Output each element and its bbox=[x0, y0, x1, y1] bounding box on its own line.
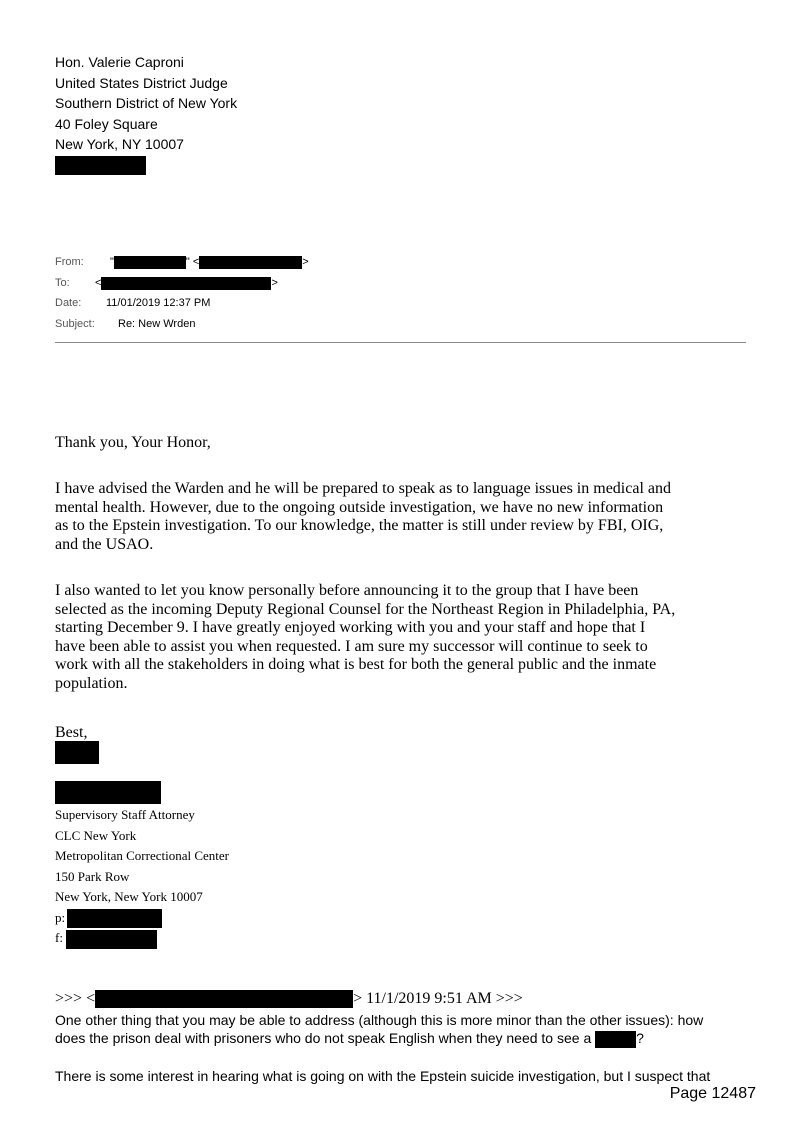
quoted-line-text: does the prison deal with prisoners who do not speak English when they need to see a bbox=[55, 1030, 592, 1046]
recipient-street: 40 Foley Square bbox=[55, 115, 158, 132]
signature-fax bbox=[55, 928, 157, 949]
body-paragraph-1-line: mental health. However, due to the ongoing outside investigation, we have no new information bbox=[55, 498, 664, 516]
body-paragraph-1-line: I have advised the Warden and he will be prepared to speak as to language issues in medical and bbox=[55, 480, 671, 497]
to-value: < > bbox=[95, 277, 278, 289]
quoted-suffix: > 11/1/2019 9:51 AM >>> bbox=[353, 990, 523, 1007]
recipient-name: Hon. Valerie Caproni bbox=[55, 54, 184, 70]
redaction-block bbox=[595, 1031, 636, 1048]
date-label: Date: bbox=[55, 297, 82, 309]
recipient-title: United States District Judge bbox=[55, 74, 228, 91]
body-paragraph-2-line: have been able to assist you when requested. I am sure my successor will continue to seek to bbox=[55, 637, 648, 655]
header-to-row bbox=[55, 276, 278, 290]
date-value: 11/01/2019 12:37 PM bbox=[106, 297, 211, 309]
quoted-line: One other thing that you may be able to address (although this is more minor than the other issues): how bbox=[55, 1012, 704, 1028]
fax-label: f: bbox=[55, 930, 63, 945]
signature-facility: Metropolitan Correctional Center bbox=[55, 848, 230, 863]
subject-label: Subject: bbox=[55, 318, 95, 330]
quoted-header bbox=[55, 989, 523, 1009]
signature-street: 150 Park Row bbox=[55, 868, 130, 884]
redaction-block bbox=[95, 990, 353, 1008]
page-number: Page 12487 bbox=[669, 1085, 756, 1102]
subject-value: Re: New Wrden bbox=[118, 318, 196, 330]
header-subject-row bbox=[55, 317, 196, 331]
recipient-district: Southern District of New York bbox=[55, 95, 238, 111]
redaction-block bbox=[66, 930, 157, 949]
greeting: Thank you, Your Honor, bbox=[55, 434, 211, 451]
header-divider bbox=[55, 342, 746, 343]
redaction-block bbox=[67, 909, 162, 928]
body-paragraph-1-line: as to the Epstein investigation. To our knowledge, the matter is still under review by FBI, OIG, bbox=[55, 517, 664, 534]
signature-title: Supervisory Staff Attorney bbox=[55, 807, 195, 822]
to-label: To: bbox=[55, 277, 70, 289]
body-paragraph-1-line: and the USAO. bbox=[55, 535, 154, 553]
quoted-line: There is some interest in hearing what is going on with the Epstein suicide investigation, but I suspect that bbox=[55, 1068, 711, 1084]
header-date-row bbox=[55, 296, 211, 310]
redaction-block bbox=[55, 741, 99, 764]
redaction-block bbox=[114, 256, 186, 269]
closing: Best, bbox=[55, 724, 88, 741]
recipient-city: New York, NY 10007 bbox=[55, 136, 184, 152]
quoted-line bbox=[55, 1030, 644, 1048]
header-from-row bbox=[55, 255, 309, 269]
redaction-block bbox=[199, 256, 302, 269]
signature-phone bbox=[55, 908, 162, 929]
phone-label: p: bbox=[55, 909, 66, 925]
body-paragraph-2-line: selected as the incoming Deputy Regional Counsel for the Northeast Region in Philadelphia, PA, bbox=[55, 600, 676, 618]
body-paragraph-2-line: work with all the stakeholders in doing what is best for both the general public and the inmate bbox=[55, 656, 657, 673]
body-paragraph-2-line: population. bbox=[55, 674, 128, 692]
redaction-block bbox=[55, 781, 161, 804]
body-paragraph-2-line: I also wanted to let you know personally before announcing it to the group that I have been bbox=[55, 582, 639, 599]
signature-city: New York, New York 10007 bbox=[55, 889, 203, 904]
from-value: " " < > bbox=[110, 256, 309, 268]
from-label: From: bbox=[55, 256, 84, 268]
signature-org: CLC New York bbox=[55, 827, 137, 843]
quoted-line-end: ? bbox=[636, 1030, 644, 1046]
quoted-prefix: >>> < bbox=[55, 990, 96, 1007]
redaction-block bbox=[101, 277, 271, 290]
body-paragraph-2-line: starting December 9. I have greatly enjoyed working with you and your staff and hope that I bbox=[55, 619, 646, 636]
redaction-block bbox=[55, 156, 146, 175]
